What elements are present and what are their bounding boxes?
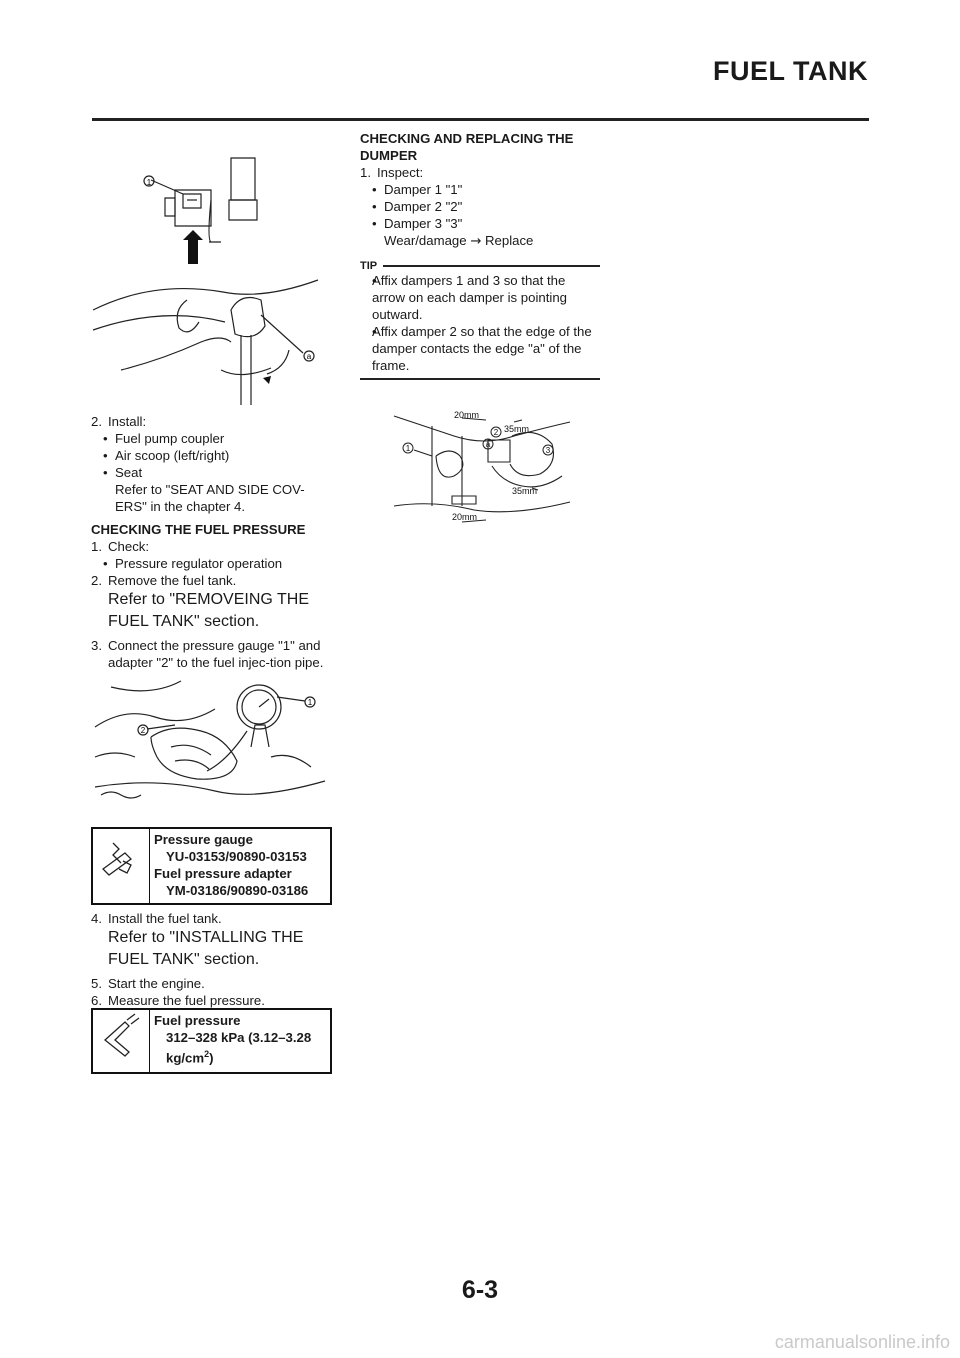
svg-text:a: a <box>306 352 312 361</box>
left-column <box>91 130 331 802</box>
list-item: • Damper 1 "1" <box>360 181 600 198</box>
tip-header: TIP <box>360 260 600 272</box>
spec-name: Fuel pressure <box>154 1013 241 1028</box>
wear-criteria: Wear/damage → Replace <box>384 233 534 249</box>
pressure-gauge-figure <box>91 677 331 802</box>
remove-step: 2. Remove the fuel tank. <box>91 573 237 588</box>
header-rule <box>92 118 869 121</box>
tip-item: • Affix damper 2 so that the edge of the damper contacts the edge "a" of the frame. <box>360 323 600 374</box>
tool-name-gauge: Pressure gauge <box>154 832 253 847</box>
page-title: FUEL TANK <box>713 56 868 86</box>
svg-text:1: 1 <box>307 698 313 707</box>
list-item: • Air scoop (left/right) <box>91 447 331 464</box>
tip-box <box>360 260 600 380</box>
left-column-lower <box>91 910 331 1009</box>
spec-box <box>91 1008 332 1074</box>
seat-reference: Refer to "SEAT AND SIDE COV-ERS" in the chapter 4. <box>115 482 305 514</box>
start-engine-step: 5. Start the engine. <box>91 976 205 991</box>
svg-text:1: 1 <box>146 178 152 187</box>
tip-item: • Affix dampers 1 and 3 so that the arrow on each damper is pointing outward. <box>360 272 600 323</box>
wrench-icon <box>93 829 150 903</box>
page-number: 6-3 <box>461 1276 499 1304</box>
svg-text:3: 3 <box>545 446 551 455</box>
list-item: • Pressure regulator operation <box>91 555 331 572</box>
svg-text:1: 1 <box>405 444 411 453</box>
tool-number-gauge: YU-03153/90890-03153 <box>166 849 307 864</box>
remove-reference: Refer to "REMOVEING THE FUEL TANK" section. <box>108 591 309 630</box>
svg-text:2: 2 <box>140 726 146 735</box>
fuel-coupler-figure <box>91 130 331 405</box>
svg-text:20mm: 20mm <box>452 512 478 522</box>
tool-name-adapter: Fuel pressure adapter <box>154 866 292 881</box>
caliper-icon <box>93 1010 150 1072</box>
svg-text:20mm: 20mm <box>454 410 480 420</box>
damper-location-figure <box>392 396 572 526</box>
section-heading-fuel-pressure: CHECKING THE FUEL PRESSURE <box>91 522 306 537</box>
connect-step: 3. Connect the pressure gauge "1" and adapter "2" to the fuel injec-tion pipe. <box>91 638 324 670</box>
tip-end-rule <box>360 378 600 380</box>
list-item: • Seat <box>91 464 331 481</box>
install-step: 2. Install: <box>91 414 147 429</box>
svg-text:35mm: 35mm <box>512 486 538 496</box>
inspect-step: 1. Inspect: <box>360 165 424 180</box>
svg-text:a: a <box>485 440 491 449</box>
svg-text:35mm: 35mm <box>504 424 530 434</box>
section-heading-damper: CHECKING AND REPLACING THE DUMPER <box>360 131 574 163</box>
install-tank-reference: Refer to "INSTALLING THE FUEL TANK" section. <box>108 929 304 968</box>
measure-step: 6. Measure the fuel pressure. <box>91 993 265 1008</box>
check-step: 1. Check: <box>91 539 150 554</box>
watermark: carmanualsonline.info <box>774 1332 950 1352</box>
special-tool-box <box>91 827 332 905</box>
list-item: • Damper 2 "2" <box>360 198 600 215</box>
tool-number-adapter: YM-03186/90890-03186 <box>166 883 309 898</box>
spec-value: 312–328 kPa (3.12–3.28 $kg/cm^2$) <box>166 1030 312 1066</box>
arrow-icon: → <box>470 234 482 249</box>
list-item: • Fuel pump coupler <box>91 430 331 447</box>
install-tank-step: 4. Install the fuel tank. <box>91 911 222 926</box>
list-item: • Damper 3 "3" <box>360 215 600 232</box>
svg-text:2: 2 <box>493 428 499 437</box>
middle-column <box>360 130 600 526</box>
